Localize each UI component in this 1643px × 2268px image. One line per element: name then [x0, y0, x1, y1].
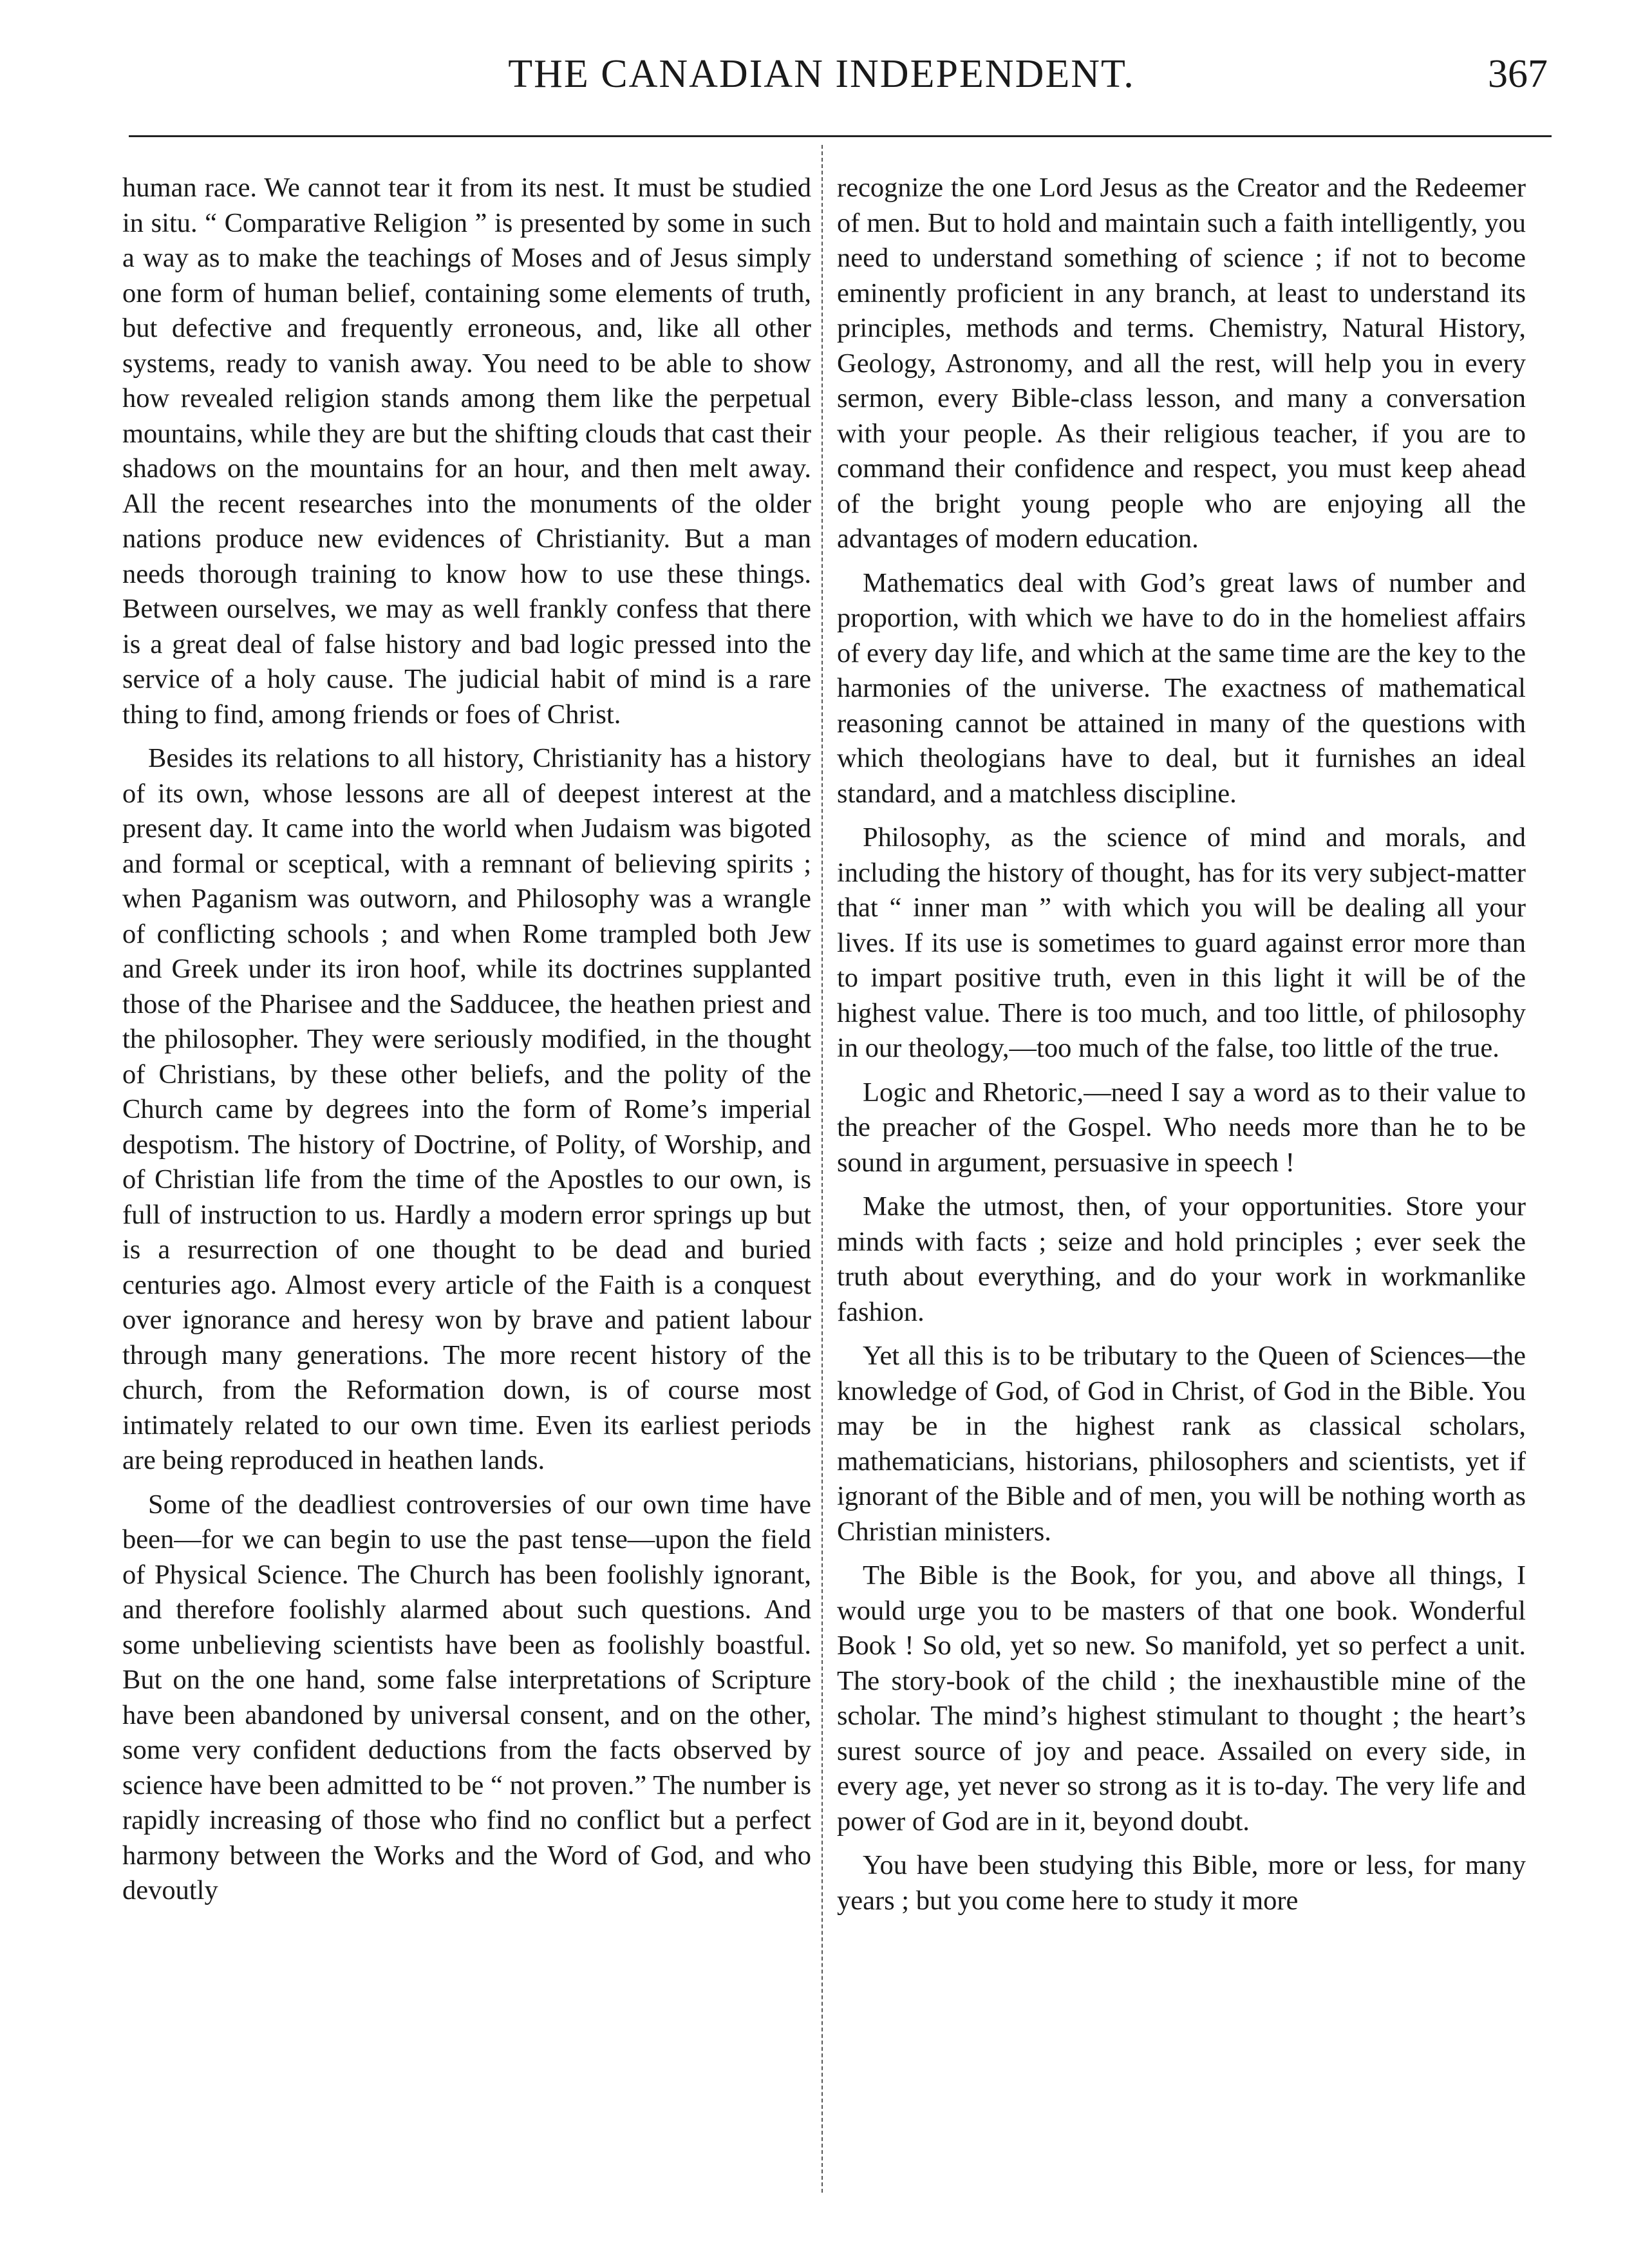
paragraph: Make the utmost, then, of your opportunities. Store your minds with facts ; seize and hold principles ; ever seek the truth about everything, and do your work in workmanlike fashion. [837, 1191, 1526, 1327]
journal-title: THE CANADIAN INDEPENDENT. [508, 52, 1135, 96]
paragraph: recognize the one Lord Jesus as the Creator and the Redeemer of men. But to hold and maintain such a faith intelligently, you need to understand something of science ; if not to become eminently proficient in any branch, at least to understand its principles, methods and terms. Chemistry, Natural History, Geology, Astronomy, and all the rest, will help you in every sermon, every Bible-class lesson, and many a conversation with your people. As their religious teacher, if you are to command their confidence and respect, you must keep ahead of the bright young people who are enjoying all the advantages of modern education. [837, 173, 1526, 554]
paragraph: Mathematics deal with God’s great laws of number and proportion, with which we have to do in the homeliest affairs of every day life, and which at the same time are the key to the harmonies of the universe. The exactness of mathematical reasoning cannot be attained in many of the questions with which theologians have to deal, but it furnishes an ideal standard, and a matchless discipline. [837, 567, 1526, 809]
header-rule [129, 135, 1552, 137]
left-column [122, 171, 811, 1918]
paragraph: You have been studying this Bible, more or less, for many years ; but you come here to study it more [837, 1850, 1526, 1916]
paragraph: human race. We cannot tear it from its nest. It must be studied in situ. “ Comparative Religion ” is presented by some in such a way as to make the teachings of Moses and of Jesus simply one form of human belief, containing some elements of truth, but defective and frequently erroneous, and, like all other systems, ready to vanish away. You need to be able to show how revealed religion stands among them like the perpetual mountains, while they are but the shifting clouds that cast their shadows on the mountains for an hour, and then melt away. All the recent researches into the monuments of the older nations produce new evidences of Christianity. But a man needs thorough training to know how to use these things. Between ourselves, we may as well frankly confess that there is a great deal of false history and bad logic pressed into the service of a holy cause. The judicial habit of mind is a rare thing to find, among friends or foes of Christ. [122, 173, 811, 730]
right-column [837, 171, 1526, 1927]
paragraph: The Bible is the Book, for you, and above all things, I would urge you to be masters of that one book. Wonderful Book ! So old, yet so new. So manifold, yet so perfect a unit. The story-book of the child ; the inexhaustible mine of the scholar. The mind’s highest stimulant to thought ; the heart’s surest source of joy and peace. Assailed on every side, in every age, yet never so strong as it is to-day. The very life and power of God are in it, beyond doubt. [837, 1560, 1526, 1837]
paragraph: Philosophy, as the science of mind and morals, and including the history of thought, has for its very subject-matter that “ inner man ” with which you will be dealing all your lives. If its use is sometimes to guard against error more than to impart positive truth, even in this light it will be of the highest value. There is too much, and too little, of philosophy in our theology,—too much of the false, too little of the true. [837, 822, 1526, 1063]
page-number: 367 [1488, 52, 1548, 96]
page-header [0, 52, 1643, 116]
column-divider [822, 145, 823, 2193]
paragraph: Some of the deadliest controversies of our own time have been—for we can begin to use the past tense—upon the field of Physical Science. The Church has been foolishly ignorant, and therefore foolishly alarmed about such questions. And some unbelieving scientists have been as foolishly boastful. But on the one hand, some false interpretations of Scripture have been abandoned by universal consent, and on the other, some very confident deductions from the facts observed by science have been admitted to be “ not proven.” The number is rapidly increasing of those who find no conflict but a perfect harmony between the Works and the Word of God, and who devoutly [122, 1489, 811, 1905]
paragraph: Logic and Rhetoric,—need I say a word as to their value to the preacher of the Gospel. Who needs more than he to be sound in argument, persuasive in speech ! [837, 1077, 1526, 1178]
paragraph: Besides its relations to all history, Christianity has a history of its own, whose lessons are all of deepest interest at the present day. It came into the world when Judaism was bigoted and formal or sceptical, with a remnant of believing spirits ; when Paganism was outworn, and Philosophy was a wrangle of conflicting schools ; and when Rome trampled both Jew and Greek under its iron hoof, while its doctrines supplanted those of the Pharisee and the Sadducee, the heathen priest and the philosopher. They were seriously modified, in the thought of Christians, by these other beliefs, and the polity of the Church came by degrees into the form of Rome’s imperial despotism. The history of Doctrine, of Polity, of Worship, and of Christian life from the time of the Apostles to our own, is full of instruction to us. Hardly a modern error springs up but is a resurrection of one thought to be dead and buried centuries ago. Almost every article of the Faith is a conquest over ignorance and heresy won by brave and patient labour through many generations. The more recent history of the church, from the Reformation down, is of course most intimately related to our own time. Even its earliest periods are being reproduced in heathen lands. [122, 743, 811, 1475]
paragraph: Yet all this is to be tributary to the Queen of Sciences—the knowledge of God, of God in Christ, of God in the Bible. You may be in the highest rank as classical scholars, mathematicians, historians, philosophers and scientists, yet if ignorant of the Bible and of men, you will be nothing worth as Christian ministers. [837, 1341, 1526, 1547]
